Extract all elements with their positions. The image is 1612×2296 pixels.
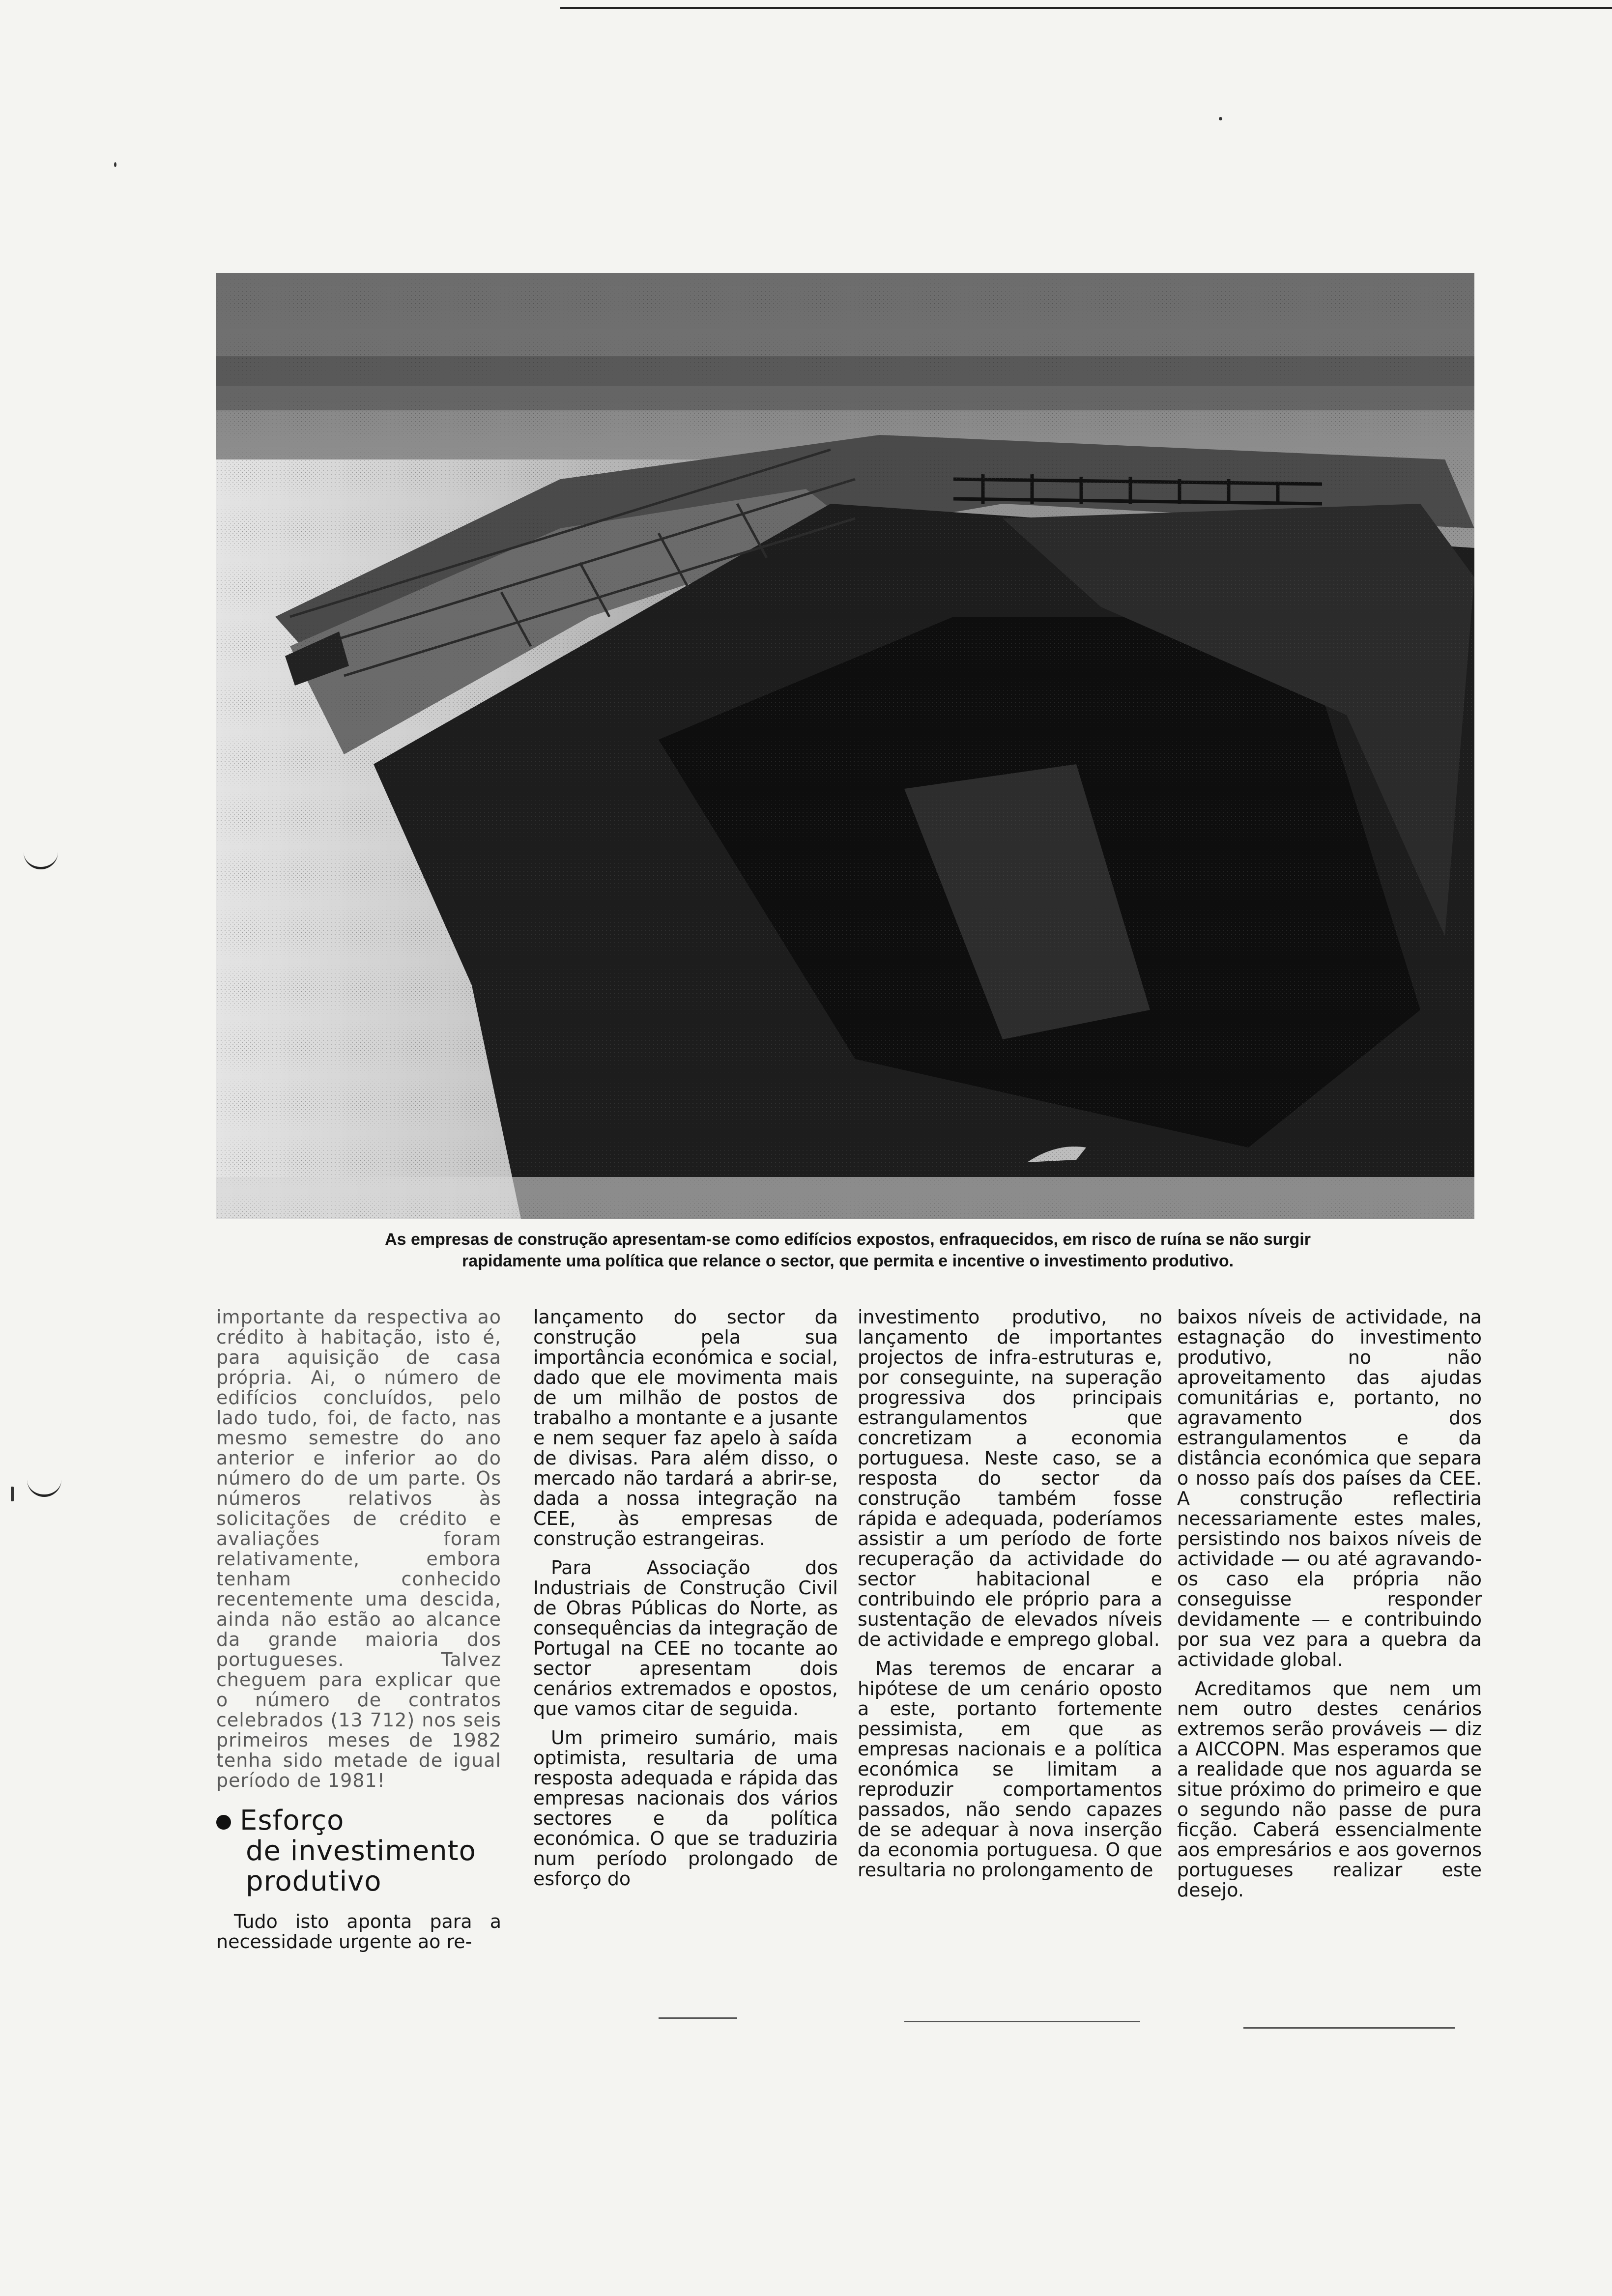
paragraph: Acreditamos que nem um nem outro destes cenários extremos serão prováveis — diz a AICCOPN. Mas esperamos que a realidade que nos aguarda se situe próximo do primeiro e que o segundo não passe de pura ficção. Caberá essencialmente aos empresários e aos governos portugueses realizar este desejo. [1177, 1678, 1482, 1901]
paragraph: investimento produtivo, no lançamento de importantes projectos de infra-estruturas e, por conseguinte, na superação progressiva dos principais estrangulamentos que concretizam a economia portuguesa. Neste caso, se a resposta do sector da construção também fosse rápida e adequada, poderíamos assistir a um período de forte recuperação da actividade do sector habitacional e contribuindo ele próprio para a sustentação de elevados níveis de actividade e emprego global. [858, 1306, 1162, 1650]
heading-line: Esforço [240, 1805, 345, 1837]
construction-photo [216, 273, 1474, 1219]
article-column-4 [1177, 1307, 1482, 1909]
section-heading [216, 1806, 501, 1897]
caption-line-2: rapidamente uma política que relance o sector, que permita e incentive o investimento produtivo. [461, 1252, 1234, 1270]
scan-speck [114, 162, 116, 167]
paragraph: Mas teremos de encarar a hipótese de um cenário oposto a este, portanto fortemente pessimista, em que as empresas nacionais e a política económica se limitam a reproduzir comportamentos passados, não sendo capazes de se adequar à nova inserção da economia portuguesa. O que resultaria no prolongamento de [858, 1658, 1162, 1881]
bullet-icon [216, 1815, 231, 1830]
scan-speck [11, 1487, 14, 1501]
paragraph: Para Associação dos Industriais de Construção Civil de Obras Públicas do Norte, as consequências da integração de Portugal na CEE no tocante ao sector apresentam dois cenários extremados e opostos, que vamos citar de seguida. [533, 1557, 838, 1720]
scan-speck [1219, 117, 1222, 120]
article-column-3 [858, 1307, 1162, 1889]
paragraph: Um primeiro sumário, mais optimista, resultaria de uma resposta adequada e rápida das empresas nacionais dos vários sectores e da política económica. O que se traduziria num período prolongado de esforço do [533, 1727, 838, 1890]
top-rule [560, 7, 1612, 9]
paragraph: lançamento do sector da construção pela sua importância económica e social, dado que ele movimenta mais de um milhão de postos de trabalho a montante e a jusante e nem sequer faz apelo à saída de divisas. Para além disso, o mercado não tardará a abrir-se, dada a nossa integração na CEE, às empresas de construção estrangeiras. [533, 1306, 838, 1550]
scan-mark [27, 1477, 61, 1497]
caption-line-1: As empresas de construção apresentam-se como edifícios expostos, enfraquecidos, em risco de ruína se não surgir [385, 1230, 1311, 1249]
scan-dash [659, 2017, 737, 2019]
scan-mark [24, 849, 58, 869]
article-column-1 [216, 1307, 501, 1961]
paragraph: Tudo isto aponta para a necessidade urgente ao re- [216, 1911, 501, 1952]
photo-caption [211, 1229, 1484, 1272]
paragraph: baixos níveis de actividade, na estagnação do investimento produtivo, no não aproveitamento das ajudas comunitárias e, portanto, no agravamento dos estrangulamentos e da distância económica que separa o nosso país dos países da CEE. A construção reflectiria necessariamente estes males, persistindo nos baixos níveis de actividade — ou até agravando-os caso ela própria não conseguisse responder devidamente — e contribuindo por sua vez para a quebra da actividade global. [1177, 1306, 1482, 1670]
heading-line: de investimento [246, 1835, 476, 1867]
article-column-2 [533, 1307, 838, 1898]
scan-dash [904, 2021, 1140, 2022]
paragraph: importante da respectiva ao crédito à habitação, isto é, para aquisição de casa própria. Ai, o número de edifícios concluídos, pelo lado tudo, foi, de facto, nas mesmo semestre do ano anterior e inferior ao do número do de um parte. Os números relativos às solicitações de crédito e avaliações foram relativamente, embora tenham conhecido recentemente uma descida, ainda não estão ao alcance da grande maioria dos portugueses. Talvez cheguem para explicar que o número de contratos celebrados (13 712) nos seis primeiros meses de 1982 tenha sido metade de igual período de 1981! [216, 1306, 501, 1791]
scan-dash [1243, 2027, 1455, 2029]
heading-line: produtivo [246, 1866, 382, 1897]
